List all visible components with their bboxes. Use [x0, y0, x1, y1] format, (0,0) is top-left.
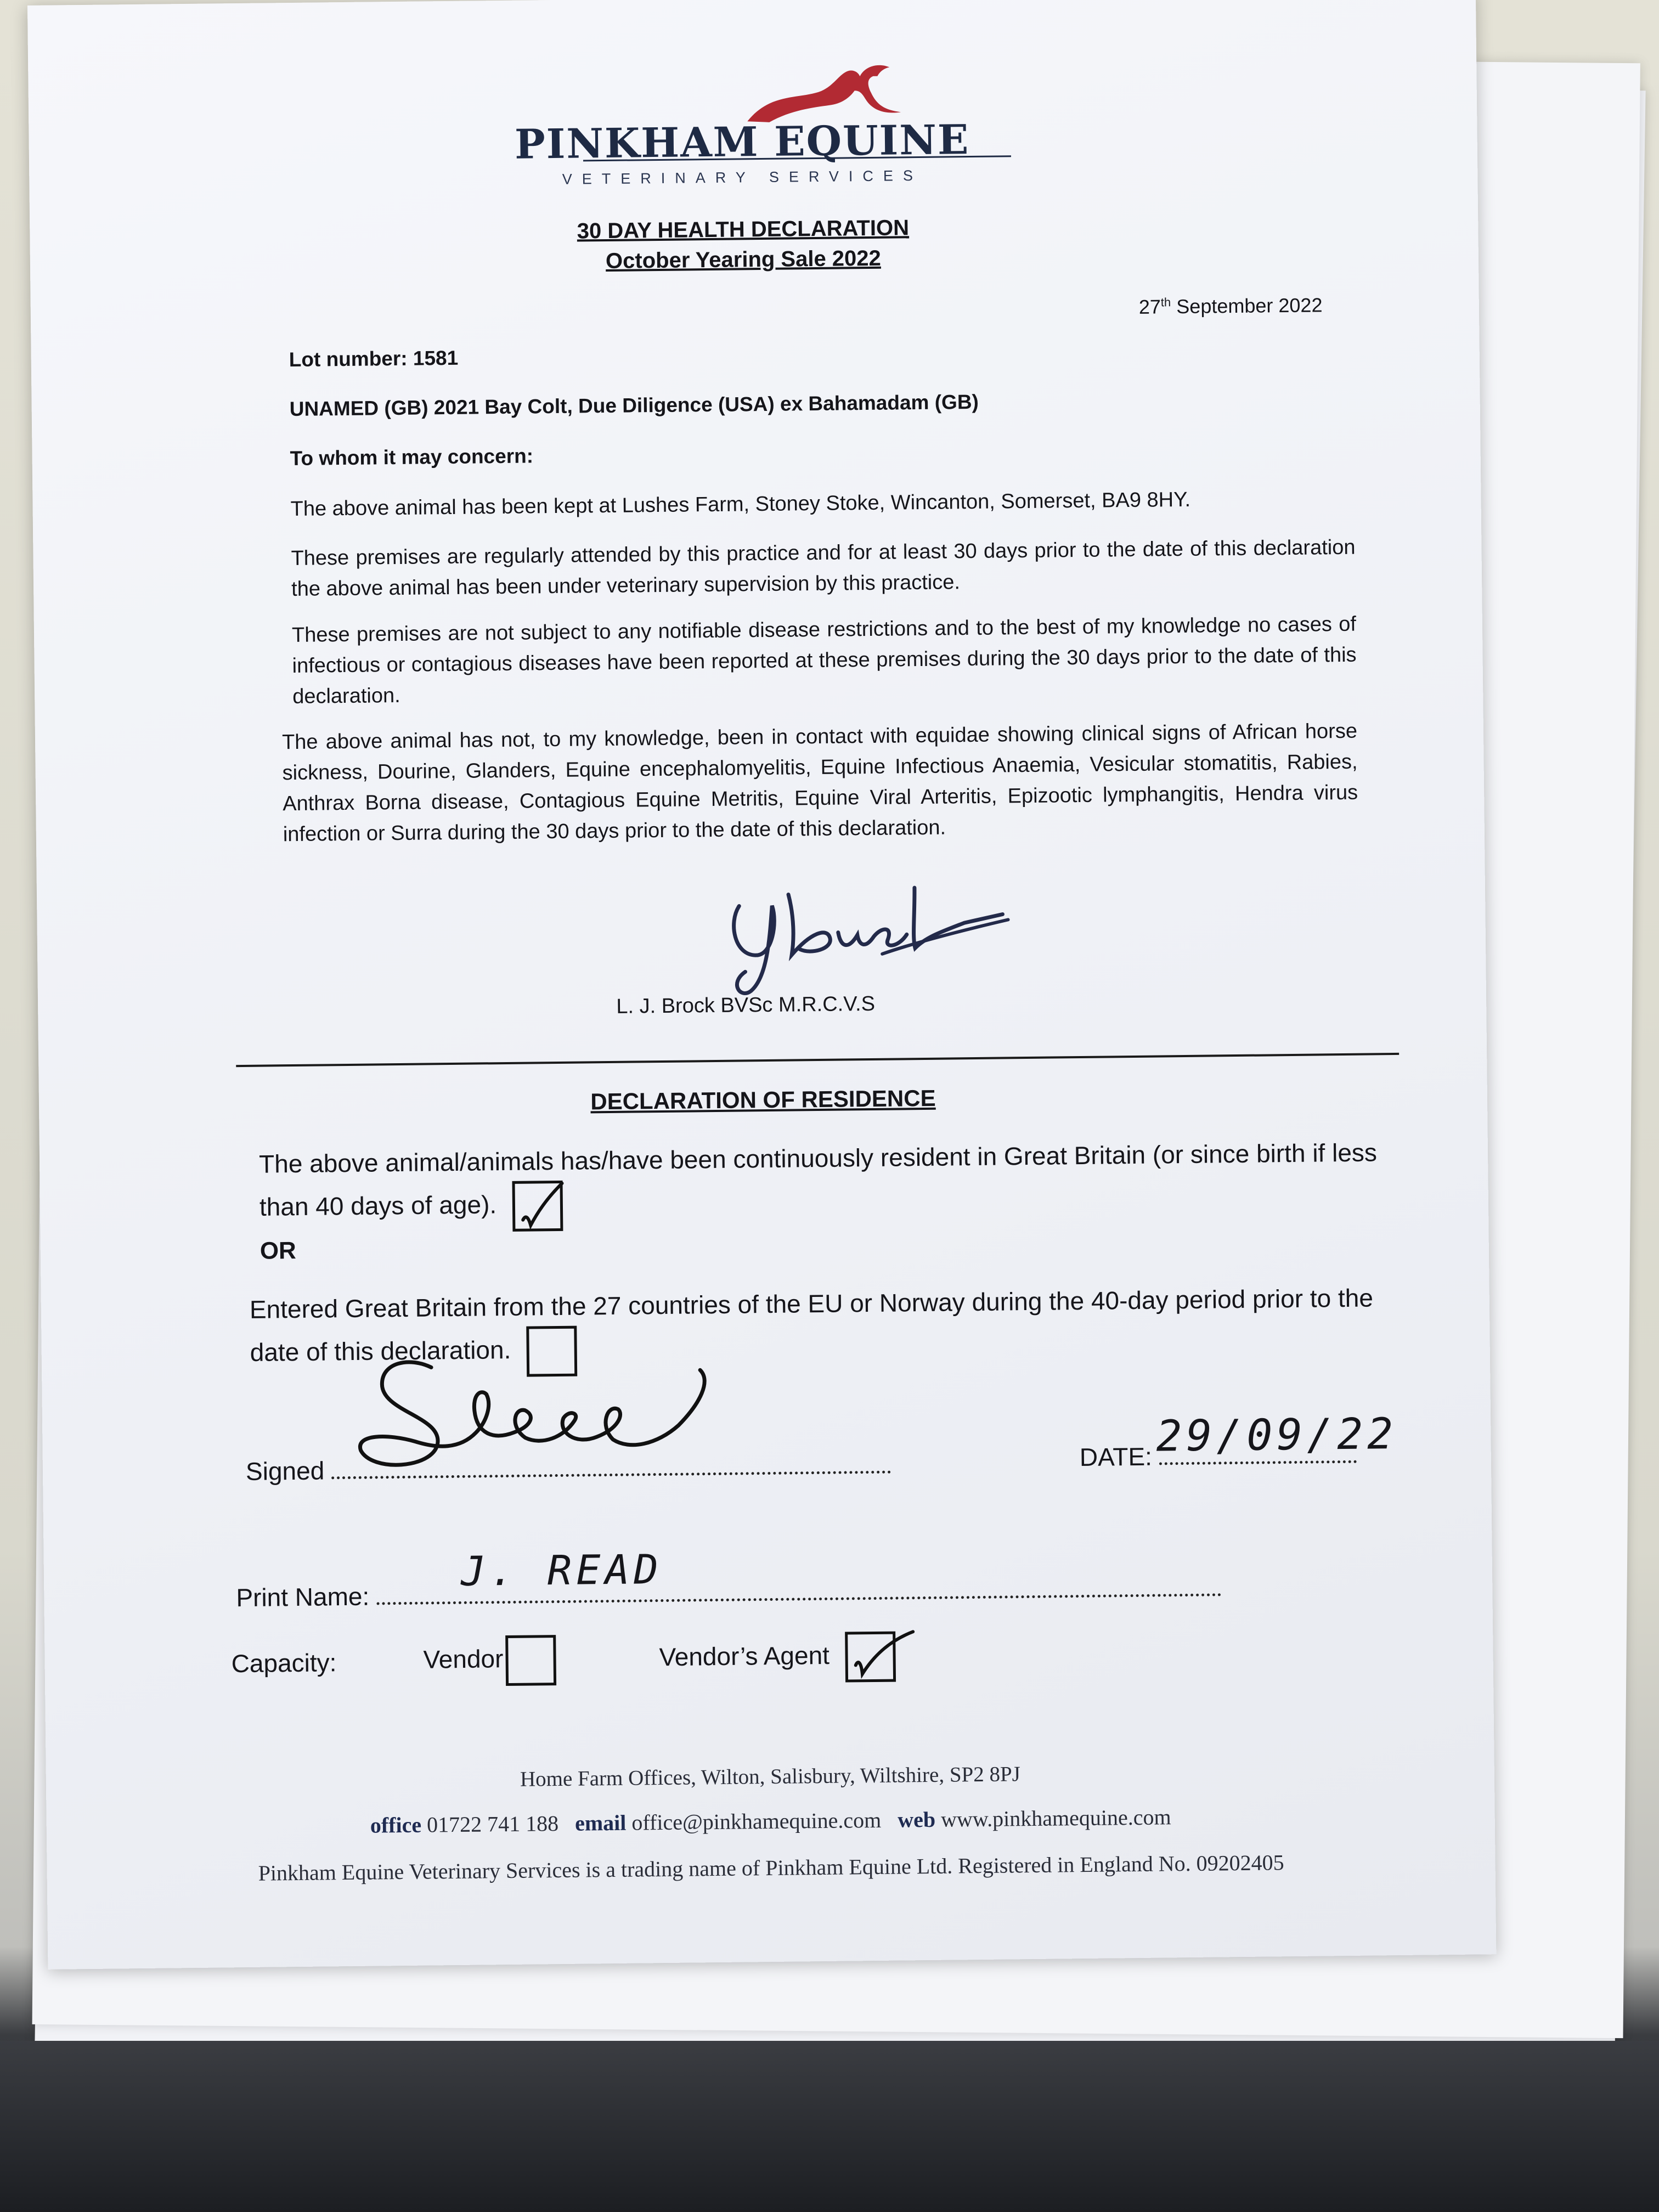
capacity-label: Capacity: — [231, 1648, 337, 1678]
lot-number: Lot number: 1581 — [289, 346, 459, 371]
residence-option-1-text: The above animal/animals has/have been continuously resident in Great Britain (or since birth if less than 40 days of age). — [258, 1138, 1378, 1221]
paragraph-premises: The above animal has been kept at Lushes Farm, Stoney Stoke, Wincanton, Somerset, BA9 8HY. — [290, 488, 1191, 521]
website-link[interactable]: www.pinkhamequine.com — [940, 1804, 1171, 1832]
footer-legal: Pinkham Equine Veterinary Services is a trading name of Pinkham Equine Ltd. Registered in England No. 09202405 — [258, 1850, 1284, 1886]
paragraph-supervision: These premises are regularly attended by this practice and for at least 30 days prior to the date of this declaration the above animal has been under veterinary supervision by this practice. — [291, 535, 1356, 601]
email-label: email — [574, 1810, 627, 1836]
print-name-handwritten: J. READ — [460, 1546, 663, 1595]
office-label: office — [370, 1812, 422, 1838]
section-divider — [236, 1053, 1399, 1067]
document-subtitle: October Yearing Sale 2022 — [605, 246, 882, 273]
paragraph-restrictions: These premises are not subject to any notifiable disease restrictions and to the best of my knowledge no cases of infectious or contagious diseases have been reported at these premises during the 30 days prior to the date of this declaration. — [291, 612, 1357, 709]
salutation: To whom it may concern: — [290, 444, 534, 470]
vet-name: L. J. Brock BVSc M.R.C.V.S — [616, 992, 876, 1018]
vendor-checkbox[interactable] — [505, 1635, 556, 1686]
check-mark-icon — [844, 1626, 916, 1687]
date-handwritten: 29/09/22 — [1155, 1409, 1398, 1462]
signed-label: Signed — [245, 1456, 325, 1486]
dark-surface — [0, 2041, 1659, 2212]
print-name-line — [236, 1567, 1221, 1617]
signature-field[interactable] — [331, 1471, 891, 1480]
office-phone: 01722 741 188 — [426, 1811, 559, 1837]
declaration-document — [27, 0, 1496, 1970]
declaration-date: 27th September 2022 — [1138, 294, 1323, 318]
paragraph-diseases: The above animal has not, to my knowledge, been in contact with equidae showing clinical signs of African horse sickness, Dourine, Glanders, Equine encephalomyelitis, Equine Infectious Anaemia, Vesicular stomatitis, Rabies, Anthrax Borna disease, Contagious Equine Metritis, Equine Viral Arteritis, Epizootic lymphangitis, Hendra virus infection or Surra during the 30 days prior to the date of this declaration. — [281, 719, 1358, 847]
practice-tagline: VETERINARY SERVICES — [562, 167, 923, 188]
date-label: DATE: — [1079, 1442, 1153, 1472]
residence-option-1-checkbox[interactable] — [512, 1181, 563, 1232]
print-name-label: Print Name: — [236, 1582, 370, 1612]
practice-name: PINKHAM EQUINE — [514, 116, 970, 168]
vendors-agent-checkbox[interactable] — [845, 1632, 896, 1683]
check-mark-icon — [511, 1176, 567, 1237]
residence-option-2-text: Entered Great Britain from the 27 countries of the EU or Norway during the 40-day period prior to the date of this declaration. — [249, 1283, 1374, 1367]
horse-description: UNAMED (GB) 2021 Bay Colt, Due Diligence (USA) ex Bahamadam (GB) — [289, 390, 979, 421]
date-field[interactable] — [1159, 1460, 1357, 1465]
vendors-agent-label: Vendor’s Agent — [659, 1641, 830, 1672]
residence-option-1 — [259, 1132, 1401, 1234]
footer-contacts — [47, 1801, 1495, 1842]
document-title: 30 DAY HEALTH DECLARATION — [577, 216, 910, 244]
vendors-agent-option — [659, 1632, 896, 1685]
vet-signature — [717, 870, 1025, 1000]
residence-title: DECLARATION OF RESIDENCE — [590, 1085, 936, 1115]
vendor-label: Vendor — [423, 1644, 504, 1674]
signed-line — [246, 1445, 891, 1491]
or-label: OR — [259, 1237, 297, 1265]
vendor-option — [423, 1635, 556, 1687]
email-address[interactable]: office@pinkhamequine.com — [631, 1807, 882, 1835]
footer-address: Home Farm Offices, Wilton, Salisbury, Wiltshire, SP2 8PJ — [520, 1762, 1021, 1791]
web-label: web — [897, 1807, 936, 1832]
print-name-field[interactable] — [376, 1593, 1221, 1605]
